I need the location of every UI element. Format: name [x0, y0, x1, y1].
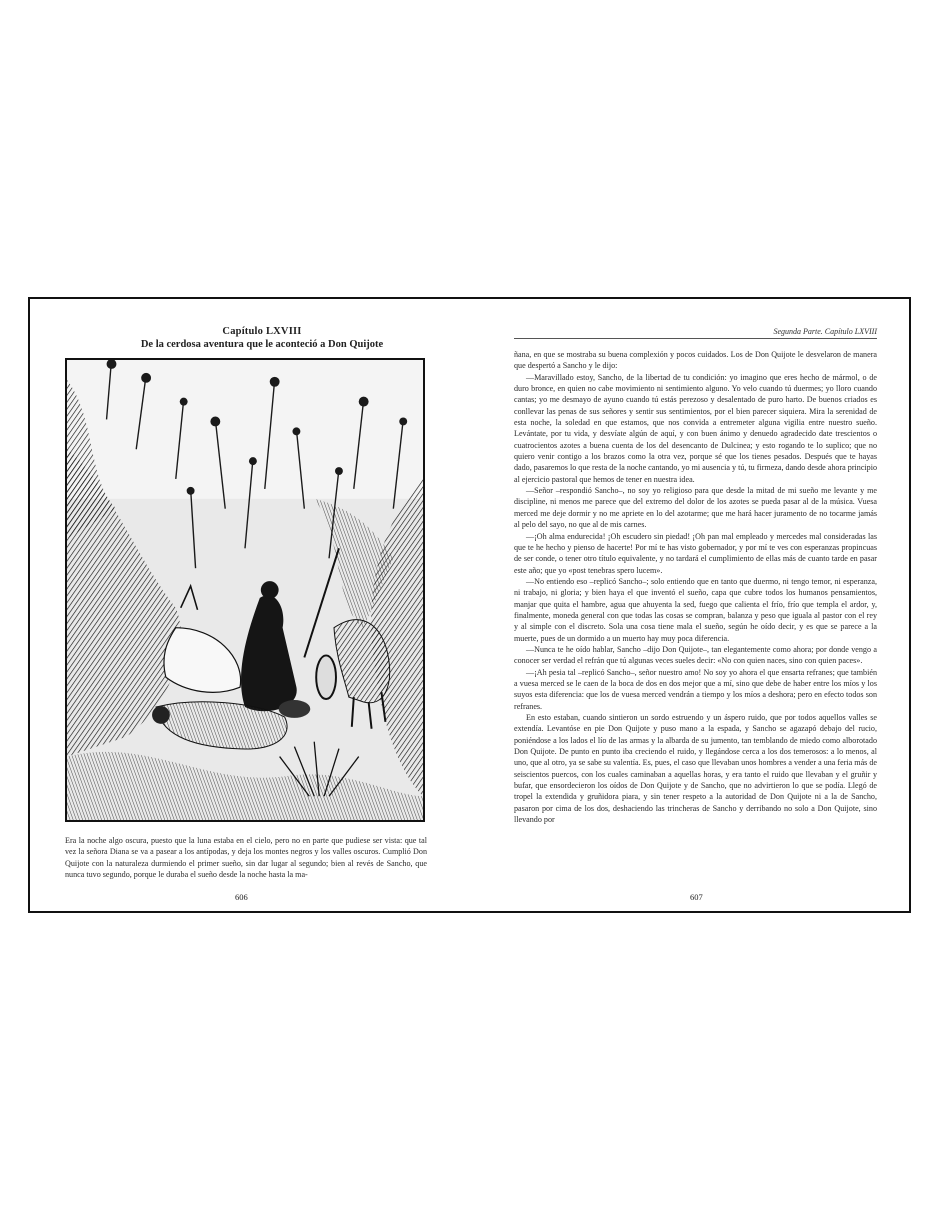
right-page	[490, 299, 911, 911]
left-body-text	[65, 835, 427, 880]
page-number: 606	[235, 892, 248, 902]
paragraph: —No entiendo eso –replicó Sancho–; solo entiendo que en tanto que duermo, ni tengo temor, ni esperanza, ni trabajo, ni gloria; y bien haya el que inventó el sueño, capa que cubre todos los humanos pensamientos, manjar que quita el hambre, agua que ahuyenta la sed, fuego que calienta el frío, frío que templa el ardor, y, finalmente, moneda general con que todas las cosas se compran, balanza y peso que iguala al pastor con el rey y al simple con el discreto. Sola una cosa tiene mala el sueño, según he oído decir, y es que se parece a la muerte, pues de un dormido a un muerto hay muy poca diferencia.	[514, 576, 877, 643]
paragraph: —¡Ah pesia tal –replicó Sancho–, señor nuestro amo! No soy yo ahora el que ensarta refranes; que también a vuesa merced se le caen de la boca de dos en dos mejor que a mí, sino que debe de haber entre los míos y los suyos esta diferencia: que los de vuesa merced vendrán a tiempo y los míos a deshora; pero en efecto todos son refranes.	[514, 667, 877, 711]
paragraph: —¡Oh alma endurecida! ¡Oh escudero sin piedad! ¡Oh pan mal empleado y mercedes mal consideradas las que te he hecho y pienso de hacerte! Por mí te has visto gobernador, y por mí te ves con esperanzas propincuas de ser conde, o tener otro título equivalente, y no tardará el cumplimiento de ellas más de cuanto tarde en pasar este año; que yo «post tenebras spero lucem».	[514, 531, 877, 575]
chapter-number: Capítulo LXVIII	[222, 326, 302, 337]
paragraph: —Nunca te he oído hablar, Sancho –dijo Don Quijote–, tan elegantemente como ahora; por donde vengo a conocer ser verdad el refrán que tú algunas veces sueles decir: «No con quien naces, sino con quien paces».	[514, 644, 877, 666]
page-number: 607	[690, 892, 703, 902]
chapter-illustration	[65, 358, 425, 822]
right-body-text	[514, 349, 877, 825]
paragraph: —Maravillado estoy, Sancho, de la libertad de tu condición: yo imagino que eres hecho de mármol, o de duro bronce, en quien no cabe movimiento ni sentimiento alguno. Yo velo cuando tú duermes; yo lloro cuando cantas; yo me desmayo de ayuno cuando tú estás perezoso y desalentado de puro harto. De buenos criados es conllevar las penas de sus señores y sentir sus sentimientos, por el bien parecer siquiera. Mira la serenidad de esta noche, la soledad en que estamos, que nos convida a entremeter alguna vigilia entre nuestro sueño. Levántate, por tu vida, y desvíate algún de aquí, y con buen ánimo y denuedo agradecido date trescientos o cuatrocientos azotes a buena cuenta de los del desencanto de Dulcinea; y esto rogando te lo suplico; que no quiero venir contigo a los brazos como la otra vez, porque sé que los tienes pesados. Después que te hayas dado, pasaremos lo que resta de la noche cantando, yo mi ausencia y tú, tu firmeza, dando desde ahora principio al ejercicio pastoral que hemos de tener en nuestra idea.	[514, 372, 877, 484]
paragraph: En esto estaban, cuando sintieron un sordo estruendo y un áspero ruido, que por todos aquellos valles se extendía. Levantóse en pie Don Quijote y puso mano a la espada, y Sancho se agazapó debajo del rucio, poniéndose a los lados el lío de las armas y la albarda de su jumento, tan temblando de miedo como alborotado Don Quijote. De punto en punto iba creciendo el ruido, y llegándose cerca a los dos temerosos: a lo menos, al uno, que al otro, ya se sabe su valentía. Es, pues, el caso que llevaban unos hombres a vender a una feria más de seiscientos puercos, con los cuales caminaban a aquellas horas, y era tanto el ruido que llevaban y el gruñir y bufar, que ensordecieron los oídos de Don Quijote y de Sancho, que no advirtieron lo que se podía. Llegó de tropel la extendida y gruñidora piara, y sin tener respeto a la autoridad de Don Quijote ni a la de Sancho, pasaron por cima de los dos, deshaciendo las trincheras de Sancho y derribando no solo a Don Quijote, sino llevando por	[514, 713, 877, 825]
chapter-title: De la cerdosa aventura que le aconteció a Don Quijote	[140, 339, 384, 350]
left-page	[30, 299, 490, 911]
paragraph: Era la noche algo oscura, puesto que la luna estaba en el cielo, pero no en parte que pudiese ser vista: que tal vez la señora Diana se va a pasear a los antípodas, y deja los montes negros y los valles oscuros. Cumplió Don Quijote con la naturaleza durmiendo el primer sueño, sin dar lugar al segundo; bien al revés de Sancho, que nunca tuvo segundo, porque le duraba el sueño desde la noche hasta la ma-	[65, 836, 427, 880]
engraving-image	[67, 360, 423, 820]
paragraph: —Señor –respondió Sancho–, no soy yo religioso para que desde la mitad de mi sueño me levante y me discipline, ni menos me parece que del extremo del dolor de los azotes se pueda pasar al de la música. Vuesa merced me deje dormir y no me apriete en lo del azotarme; que me hará hacer juramento de no tocarme jamás al pelo del sayo, no que al de mis carnes.	[514, 486, 877, 530]
running-header: Segunda Parte. Capítulo LXVIII	[514, 327, 877, 339]
paragraph: ñana, en que se mostraba su buena complexión y pocos cuidados. Los de Don Quijote le desvelaron de manera que despertó a Sancho y le dijo:	[514, 350, 877, 371]
book-spread	[28, 297, 911, 913]
